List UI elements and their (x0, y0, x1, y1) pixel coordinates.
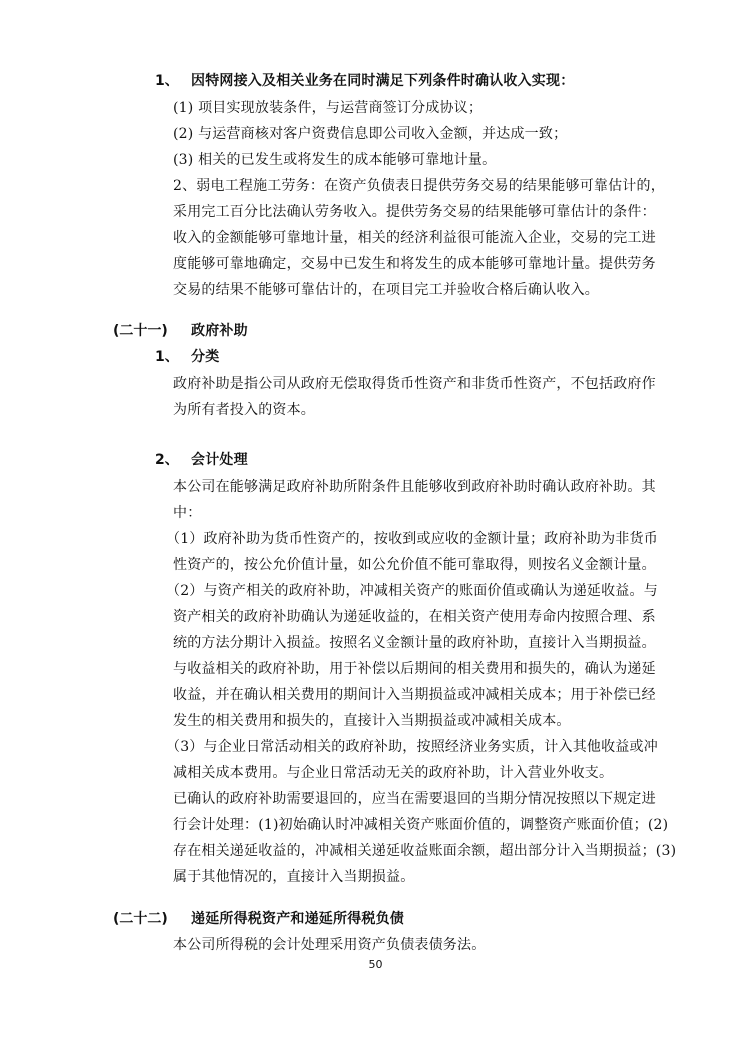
paragraph-line: 本公司在能够满足政府补助所附条件且能够收到政府补助时确认政府补助。其 (173, 479, 656, 495)
section-number: (二十一) (113, 323, 168, 339)
paragraph-line: 与收益相关的政府补助，用于补偿以后期间的相关费用和损失的，确认为递延 (173, 661, 656, 677)
section-number: (二十二) (113, 911, 168, 927)
paragraph-line: 收入的金额能够可靠地计量，相关的经济利益很可能流入企业，交易的完工进 (173, 230, 656, 246)
paragraph-line: 本公司所得税的会计处理采用资产负债表债务法。 (173, 937, 486, 953)
list-item: (3) 相关的已发生或将发生的成本能够可靠地计量。 (173, 152, 497, 168)
section-heading: 递延所得税资产和递延所得税负债 (191, 911, 404, 927)
paragraph-line: 2、弱电工程施工劳务：在资产负债表日提供劳务交易的结果能够可靠估计的， (173, 178, 665, 194)
paragraph-line: 政府补助是指公司从政府无偿取得货币性资产和非货币性资产，不包括政府作 (173, 376, 656, 392)
paragraph-line: 收益，并在确认相关费用的期间计入当期损益或冲减相关成本；用于补偿已经 (173, 687, 656, 703)
paragraph-line: 发生的相关费用和损失的，直接计入当期损益或冲减相关成本。 (173, 713, 571, 729)
section-number: 1、 (155, 73, 179, 89)
subsection-number: 2、 (155, 452, 179, 468)
paragraph-line: 性资产的，按公允价值计量，如公允价值不能可靠取得，则按名义金额计量。 (173, 557, 656, 573)
paragraph-line: 采用完工百分比法确认劳务收入。提供劳务交易的结果能够可靠估计的条件： (173, 204, 656, 220)
list-item: (2) 与运营商核对客户资费信息即公司收入金额，并达成一致； (173, 126, 568, 142)
paragraph-line: （1）政府补助为货币性资产的，按收到或应收的金额计量；政府补助为非货币 (166, 531, 658, 547)
paragraph-line: 减相关成本费用。与企业日常活动无关的政府补助，计入营业外收支。 (173, 765, 614, 781)
paragraph-line: （2）与资产相关的政府补助，冲减相关资产的账面价值或确认为递延收益。与 (166, 583, 658, 599)
list-item: (1) 项目实现放装条件，与运营商签订分成协议； (173, 100, 483, 116)
paragraph-line: 属于其他情况的，直接计入当期损益。 (173, 869, 415, 885)
subsection-heading: 会计处理 (191, 452, 248, 468)
subsection-heading: 分类 (191, 349, 220, 365)
paragraph-line: 资产相关的政府补助确认为递延收益的，在相关资产使用寿命内按照合理、系 (173, 609, 656, 625)
section-heading: 政府补助 (191, 323, 248, 339)
paragraph-line: 度能够可靠地确定，交易中已发生和将发生的成本能够可靠地计量。提供劳务 (173, 256, 656, 272)
section-heading: 因特网接入及相关业务在同时满足下列条件时确认收入实现： (191, 73, 575, 89)
paragraph-line: 交易的结果不能够可靠估计的，在项目完工并验收合格后确认收入。 (173, 282, 599, 298)
paragraph-line: （3）与企业日常活动相关的政府补助，按照经济业务实质，计入其他收益或冲 (166, 739, 658, 755)
paragraph-line: 存在相关递延收益的，冲减相关递延收益账面余额，超出部分计入当期损益；(3) (173, 843, 677, 859)
paragraph-line: 为所有者投入的资本。 (173, 402, 315, 418)
paragraph-line: 中： (173, 505, 202, 521)
paragraph-line: 行会计处理：(1)初始确认时冲减相关资产账面价值的，调整资产账面价值；(2) (173, 817, 669, 833)
subsection-number: 1、 (155, 349, 179, 365)
paragraph-line: 已确认的政府补助需要退回的，应当在需要退回的当期分情况按照以下规定进 (173, 791, 656, 807)
page-number: 50 (368, 958, 383, 971)
paragraph-line: 统的方法分期计入损益。按照名义金额计量的政府补助，直接计入当期损益。 (173, 635, 656, 651)
